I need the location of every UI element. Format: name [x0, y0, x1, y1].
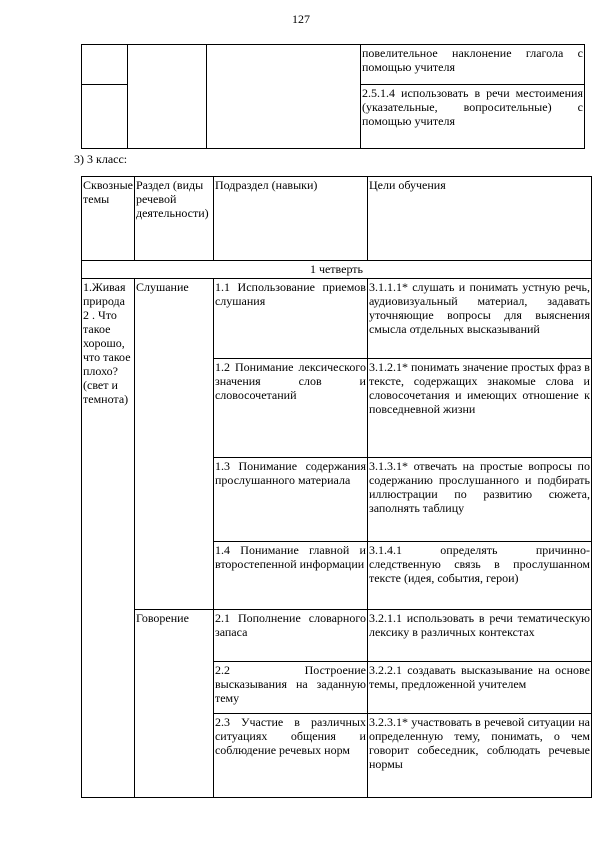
header-themes: Сквозные темы [82, 177, 135, 261]
continued-table [81, 44, 585, 149]
goal-cell: повелительное наклонение глагола с помощью учителя [361, 45, 585, 85]
subsection-cell: 1.1 Использование приемов слушания [213, 279, 367, 359]
class-heading: 3) 3 класс: [74, 152, 128, 166]
subsection-cell: 1.4 Понимание главной и второстепенной информации [213, 542, 367, 610]
subsection-cell: 1.3 Понимание содержания прослушанного материала [213, 458, 367, 542]
empty-cell [128, 45, 207, 149]
quarter-label: 1 четверть [82, 261, 592, 279]
curriculum-table [81, 176, 592, 798]
section-speaking: Говорение [134, 610, 213, 798]
goal-cell: 3.2.3.1* участвовать в речевой ситуации на определенную тему, понимать, о чем говорит собеседник, соблюдать речевые нормы [367, 714, 591, 798]
section-listening: Слушание [134, 279, 213, 610]
empty-cell [207, 45, 361, 149]
goal-cell: 3.1.1.1* слушать и понимать устную речь, аудиовизуальный материал, задавать уточняющие вопросы для выяснения смысла отдельных высказываний [367, 279, 591, 359]
goal-cell: 3.1.2.1* понимать значение простых фраз в тексте, содержащих знакомые слова и словосочетания и имеющих отношение к повседневной жизни [367, 359, 591, 458]
header-section: Раздел (виды речевой деятельности) [134, 177, 213, 261]
page-number: 127 [292, 12, 310, 26]
goal-cell: 3.2.2.1 создавать высказывание на основе темы, предложенной учителем [367, 662, 591, 714]
goal-cell: 2.5.1.4 использовать в речи местоимения (указательные, вопросительные) с помощью учителя [361, 85, 585, 149]
header-goals: Цели обучения [367, 177, 591, 261]
subsection-cell: 2.3 Участие в различных ситуациях общения и соблюдение речевых норм [213, 714, 367, 798]
goal-cell: 3.1.4.1 определять причинно-следственную связь в прослушанном тексте (идея, события, герои) [367, 542, 591, 610]
themes-cell: 1.Живая природа 2 . Что такое хорошо, что такое плохо? (свет и темнота) [82, 279, 135, 798]
goal-cell: 3.2.1.1 использовать в речи тематическую лексику в различных контекстах [367, 610, 591, 662]
goal-cell: 3.1.3.1* отвечать на простые вопросы по содержанию прослушанного и подбирать иллюстрации по развитию сюжета, заполнять таблицу [367, 458, 591, 542]
subsection-cell: 1.2 Понимание лексического значения слов и словосочетаний [213, 359, 367, 458]
subsection-cell: 2.1 Пополнение словарного запаса [213, 610, 367, 662]
subsection-cell: 2.2 Построение высказывания на заданную тему [213, 662, 367, 714]
header-subsection: Подраздел (навыки) [213, 177, 367, 261]
empty-cell [82, 85, 128, 149]
empty-cell [82, 45, 128, 85]
